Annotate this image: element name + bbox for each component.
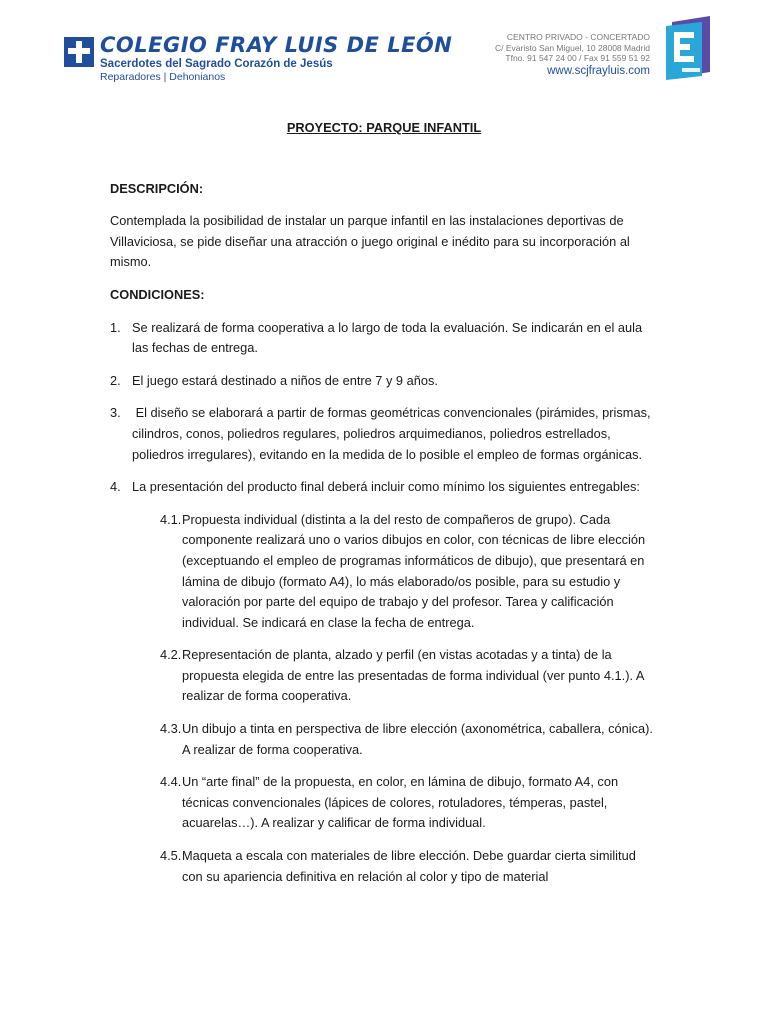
conditions-list [110,318,658,888]
deliverable-number: 4.3. [160,721,182,737]
condition-number: 2. [110,372,121,388]
letterhead [0,0,768,100]
deliverable-number: 4.5. [160,848,182,864]
deliverable-number: 4.2. [160,647,182,663]
contact-block [495,32,650,79]
deliverable-item [160,645,658,707]
deliverable-item [160,510,658,634]
deliverable-item [160,846,658,887]
school-subtitle-secondary: Reparadores | Dehonianos [100,71,226,83]
document-title: PROYECTO: PARQUE INFANTIL [286,120,482,135]
description-text: Contemplada la posibilidad de instalar un parque infantil en las instalaciones deportivas de Villaviciosa, se pide diseñar una atracción o juego original e inédito para su incorporación al mismo. [110,213,630,270]
deliverable-text: Un dibujo a tinta en perspectiva de libre elección (axonométrica, caballera, cónica). A realizar de forma cooperativa. [182,721,653,757]
contact-center-type: CENTRO PRIVADO - CONCERTADO [506,32,650,42]
condition-number: 1. [110,319,121,335]
condition-text: El diseño se elaborará a partir de formas geométricas convencionales (pirámides, prismas, cilindros, conos, poliedros regulares, poliedros arquimedianos, poliedros estrellados, poliedros irregulares), evitando en la medida de lo posible el empleo de formas orgánicas. [132,405,655,462]
deliverable-item [160,772,658,834]
school-cross-logo-icon [64,37,94,67]
condition-text: La presentación del producto final deberá incluir como mínimo los siguientes entregables: [132,479,640,495]
brand-e-logo-icon [662,16,716,82]
school-name: COLEGIO FRAY LUIS DE LEÓN [100,33,453,57]
condition-number: 3. [110,405,121,421]
condition-text: Se realizará de forma cooperativa a lo largo de toda la evaluación. Se indicarán en el aula las fechas de entrega. [132,319,643,356]
contact-address: C/ Evaristo San Miguel, 10 28008 Madrid [495,42,650,53]
deliverables-list [132,510,658,888]
deliverable-text: Representación de planta, alzado y perfil (en vistas acotadas y a tinta) de la propuesta elegida de entre las presentadas de forma individual (ver punto 4.1.). A realizar de forma cooperativa. [182,647,644,704]
condition-item [110,371,658,392]
condition-number: 4. [110,479,121,495]
document-body [110,118,658,887]
conditions-heading: CONDICIONES: [110,286,205,302]
deliverable-number: 4.1. [160,511,182,527]
deliverable-text: Propuesta individual (distinta a la del resto de compañeros de grupo). Cada componente realizará uno o varios dibujos en color, con técnicas de libre elección (exceptuando el empleo de programas informáticos de dibujo), que presentará en lámina de dibujo (formato A4), lo más elaborado/os posible, para su estudio y valoración por parte del equipo de trabajo y del profesor. Tarea y calificación individual. Se indicará en clase la fecha de entrega. [182,511,646,630]
deliverable-text: Maqueta a escala con materiales de libre elección. Debe guardar cierta similitud con su apariencia definitiva en relación al color y tipo de material [182,848,636,884]
deliverable-item [160,719,658,760]
school-subtitle: Sacerdotes del Sagrado Corazón de Jesús [100,58,333,70]
contact-phone: Tfno. 91 547 24 00 / Fax 91 559 51 92 [505,53,650,63]
website-link[interactable]: www.scjfrayluis.com [547,64,650,77]
deliverable-number: 4.4. [160,774,182,790]
condition-item [110,318,658,359]
condition-item [110,403,658,465]
condition-text: El juego estará destinado a niños de entre 7 y 9 años. [132,372,438,388]
description-heading: DESCRIPCIÓN: [110,180,204,196]
condition-item [110,477,658,887]
deliverable-text: Un “arte final” de la propuesta, en color, en lámina de dibujo, formato A4, con técnicas convencionales (lápices de colores, rotuladores, témperas, pastel, acuarelas…). A realizar y calificar de forma individual. [182,774,619,831]
